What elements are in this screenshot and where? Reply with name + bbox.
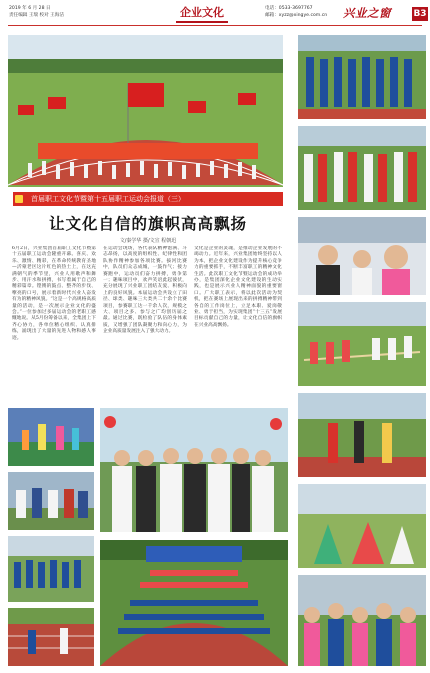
photo-leaders-group: [100, 408, 288, 532]
issue-date: 2019 年 6 月 28 日: [9, 6, 51, 11]
photo-dance-performance: [8, 408, 94, 466]
banner-marker: [15, 195, 23, 203]
photo-cheering-crowd: [298, 575, 426, 666]
article-column-1: 6月2日，兴业集团首届职工文化节暨第十五届职工运动会隆重开幕。喜庆、欢乐、激情、精彩，在革命传统教育圣地—沂蒙老区这片红色的热土上，在这充满朝气的季节里，兴业人用歌声和舞步、用汗水和拼搏，书写着属于自己的精彩篇章。铿锵的鼓点、整齐的步伐、嘹亮的口号，展示着新时代兴业人奋发有为的精神风貌。“这是一个高规格高质量的活动，是一次展示企业文化的盛会。”一位参加过多届运动会的老职工感慨地说。从5月份筹备以来，全集团上下齐心协力，各单位精心组织、认真排练，涌现出了大量的先进人物和感人事迹。: [12, 246, 96, 341]
photo-tug-of-war: [298, 302, 426, 386]
photo-costume-parade: [298, 393, 426, 477]
newspaper-logo: 兴业之窗: [343, 6, 391, 20]
article-column-2: 在运动会现场，各代表队精神饱满、斗志昂扬，以高度的组织性、纪律性和团队协作精神参加各项比赛。拔河比赛中，队员们众志成城，一鼓作气；接力赛跑中，运动员们奋力拼搏，勇争第一；趣味项目中，欢声笑语此起彼伏，充分展现了兴业职工团结友爱、积极向上的良好风貌。本届运动会共设立了田径、球类、趣味三大类共二十余个比赛项目，参赛职工达一千余人次，规模之大、项目之多、参与之广均创历届之最。通过比赛，既检验了队伍的身体素质，又增强了团队凝聚力和向心力，为企业高质量发展注入了强大动力。: [103, 246, 187, 335]
contact-phone: 电话：0533-3697767: [265, 6, 313, 11]
photo-flag-ceremony: [8, 35, 283, 187]
photo-judges-team: [8, 472, 94, 530]
header-rule: [8, 25, 422, 26]
page-number: B3: [413, 9, 427, 19]
contact-email: 邮箱：xyzz@xingye.com.cn: [265, 13, 328, 18]
series-banner: 首届职工文化节暨第十五届职工运动会报道（三）: [13, 192, 283, 206]
photo-dancers: [298, 484, 426, 568]
article-headline: 让文化自信的旗帜高高飘扬: [48, 215, 247, 233]
photo-relay-runners: [8, 608, 94, 666]
photo-parade-team-b: [298, 126, 426, 210]
photo-parade-team-a: [298, 35, 426, 119]
section-title: 企业文化: [180, 6, 224, 19]
photo-athletes-group: [8, 536, 94, 602]
article-byline: 文/秦学华 摄/文宣 程朝迅: [119, 238, 177, 244]
section-underline: [176, 21, 228, 23]
editors-line: 责任编辑 王瑞 校对 王海洁: [9, 13, 64, 18]
article-column-3: 文化是企业的灵魂，是推动企业发展的不竭动力。近年来，兴业集团始终坚持以人为本，把企业文化建设作为提升核心竞争力的重要抓手，不断丰富职工的精神文化生活。此次职工文化节暨运动会的成功举办，是集团深化企业文化建设的生动实践，也是展示兴业人精神面貌的重要窗口。广大职工表示，将以此次活动为契机，把在赛场上展现出来的拼搏精神带到各自的工作岗位上，立足本职、爱岗敬业、勇于担当，为实现集团“十三五”发展目标贡献自己的力量，让文化自信的旗帜在兴业高高飘扬。: [194, 246, 282, 328]
photo-opening-formation: [100, 540, 288, 666]
photo-spectators: [298, 217, 426, 295]
